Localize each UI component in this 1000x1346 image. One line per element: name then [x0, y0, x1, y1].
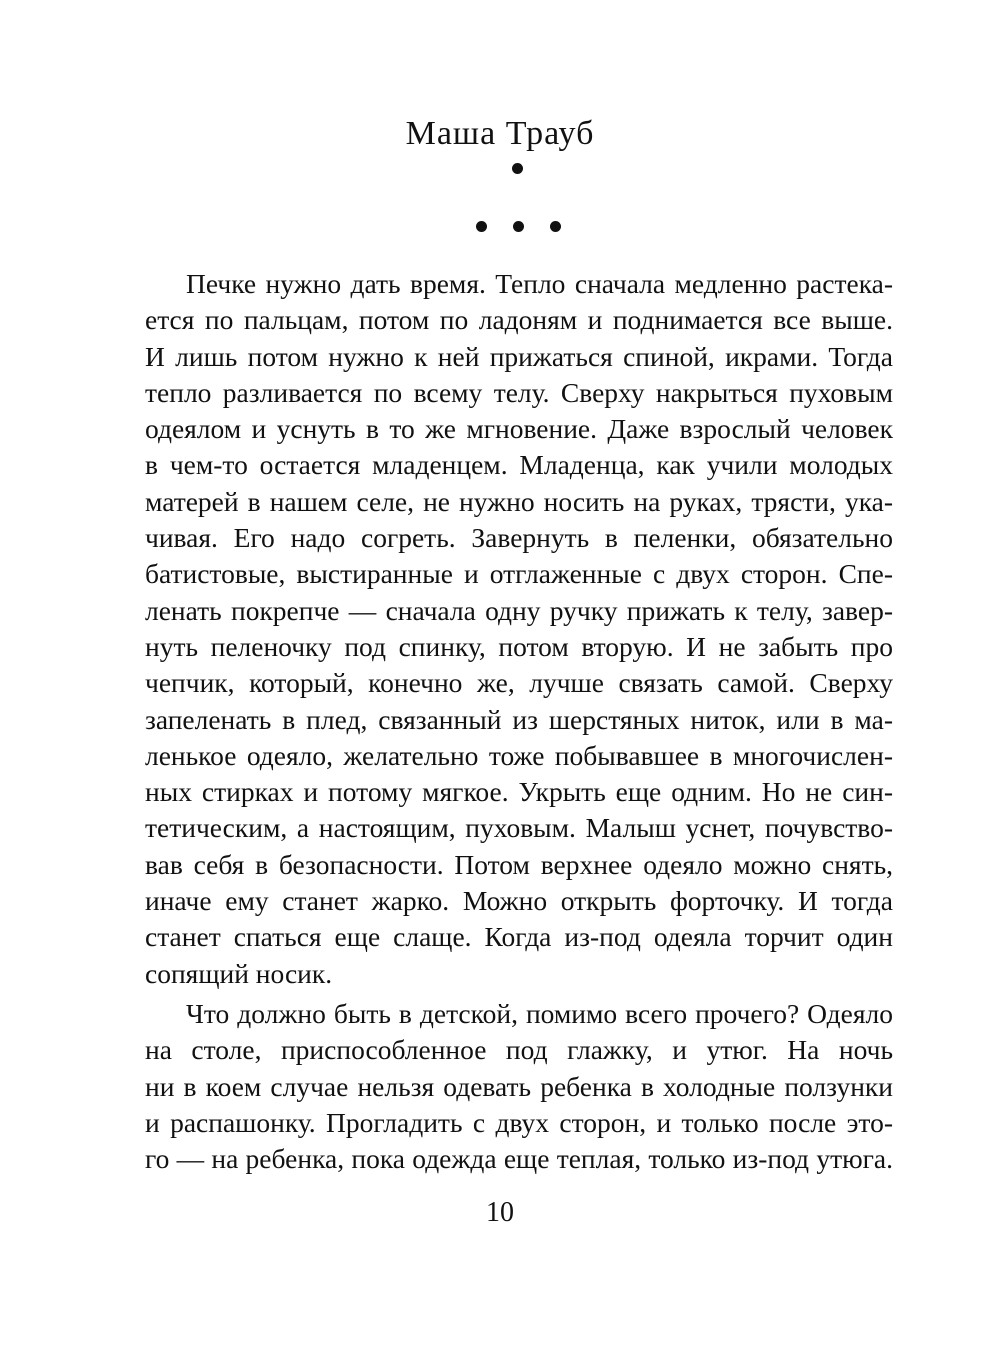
- text-line: сопящий носик.: [145, 957, 333, 989]
- text-line: станет спаться еще слаще. Когда из-под одеяла торчит один: [145, 921, 893, 953]
- text-line: ленькое одеяло, желательно тоже побывавшее в многочислен-: [145, 739, 893, 771]
- text-line: тепло разливается по всему телу. Сверху накрыться пуховым: [145, 376, 893, 408]
- text-line: в чем-то остается младенцем. Младенца, как учили молодых: [145, 449, 893, 481]
- text-line: иначе ему станет жарко. Можно открыть форточку. И тогда: [145, 885, 893, 917]
- separator-dot: [550, 221, 561, 232]
- text-line: матерей в нашем селе, не нужно носить на руках, трясти, ука-: [145, 485, 893, 517]
- text-line: нуть пеленочку под спинку, потом вторую. И не забыть про: [145, 630, 893, 662]
- text-line: И лишь потом нужно к ней прижаться спиной, икрами. Тогда: [145, 340, 893, 372]
- text-line: Что должно быть в детской, помимо всего прочего? Одеяло: [186, 997, 893, 1029]
- text-line: ется по пальцам, потом по ладоням и поднимается все выше.: [145, 304, 893, 336]
- text-line: запеленать в плед, связанный из шерстяных ниток, или в ма-: [145, 703, 893, 735]
- header-dot-ornament: [512, 163, 523, 174]
- text-line: го — на ребенка, пока одежда еще теплая, только из-под утюга.: [145, 1143, 893, 1175]
- separator-dot: [513, 221, 524, 232]
- running-header-author: Маша Трауб: [405, 115, 595, 152]
- text-line: одеялом и уснуть в то же мгновение. Даже взрослый человек: [145, 413, 893, 445]
- text-line: на столе, приспособленное под глажку, и утюг. На ночь: [145, 1034, 893, 1066]
- page-number: 10: [486, 1197, 514, 1228]
- text-line: и распашонку. Прогладить с двух сторон, и только после это-: [145, 1106, 893, 1138]
- text-line: ленать покрепче — сначала одну ручку прижать к телу, завер-: [145, 594, 893, 626]
- text-line: тетическим, а настоящим, пуховым. Малыш уснет, почувство-: [145, 812, 893, 844]
- text-line: ных стирках и потому мягкое. Укрыть еще одним. Но не син-: [145, 776, 893, 808]
- paragraph-2: [145, 996, 893, 1177]
- text-line: Печке нужно дать время. Тепло сначала медленно растека-: [186, 268, 893, 299]
- text-line: батистовые, выстиранные и отглаженные с двух сторон. Спе-: [145, 558, 893, 590]
- text-line: вав себя в безопасности. Потом верхнее одеяло можно снять,: [145, 848, 893, 880]
- body-text: [145, 266, 893, 1177]
- separator-dot: [476, 221, 487, 232]
- text-line: чепчик, который, конечно же, лучше связать самой. Сверху: [145, 667, 893, 699]
- text-line: чивая. Его надо согреть. Завернуть в пеленки, обязательно: [145, 522, 893, 554]
- paragraph-1: [145, 266, 893, 992]
- text-line: ни в коем случае нельзя одевать ребенка в холодные ползунки: [145, 1070, 893, 1102]
